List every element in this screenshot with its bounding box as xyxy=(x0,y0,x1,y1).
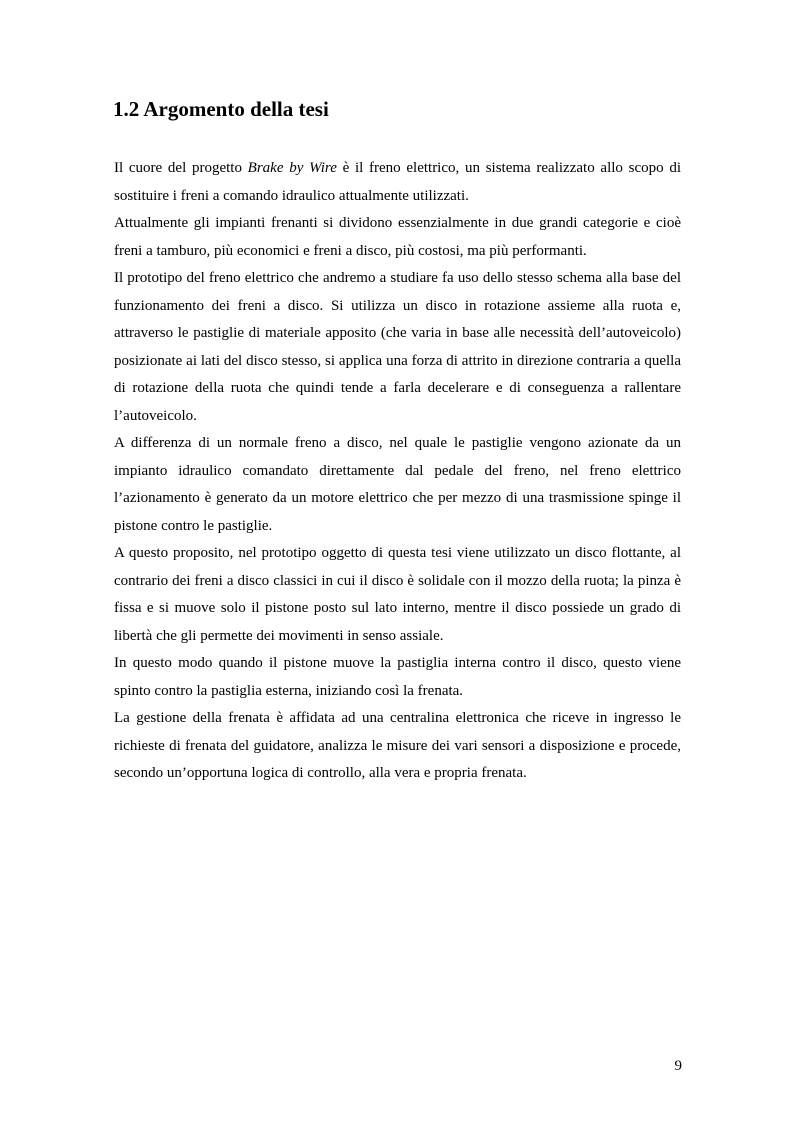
paragraph-intro xyxy=(114,155,681,210)
paragraph-prototype: Il prototipo del freno elettrico che andremo a studiare fa uso dello stesso schema alla base del funzionamento dei freni a disco. Si utilizza un disco in rotazione assieme alla ruota e, attraverso le pastiglie di materiale apposito (che varia in base alle necessità dell’autoveicolo) posizionate ai lati del disco stesso, si applica una forza di attrito in direzione contraria a quella di rotazione della ruota che quindi tende a farla decelerare e di conseguenza a rallentare l’autoveicolo. xyxy=(114,270,681,424)
paragraph-difference: A differenza di un normale freno a disco, nel quale le pastiglie vengono azionate da un impianto idraulico comandato direttamente dal pedale del freno, nel freno elettrico l’azionamento è generato da un motore elettrico che per mezzo di una trasmissione spinge il pistone contro le pastiglie. xyxy=(114,435,681,534)
paragraph-intro-start: Il cuore del progetto xyxy=(114,160,248,176)
paragraph-control-unit: La gestione della frenata è affidata ad una centralina elettronica che riceve in ingresso le richieste di frenata del guidatore, analizza le misure dei vari sensori a disposizione e procede, secondo un’opportuna logica di controllo, alla vera e propria frenata. xyxy=(114,710,681,781)
paragraph-intro-end: è il freno elettrico, un sistema realizzato allo scopo di sostituire i freni a comando idraulico attualmente utilizzati. xyxy=(114,160,681,204)
section-heading: 1.2 Argomento della tesi xyxy=(113,97,329,121)
paragraph-floating-disc: A questo proposito, nel prototipo oggetto di questa tesi viene utilizzato un disco flottante, al contrario dei freni a disco classici in cui il disco è solidale con il mozzo della ruota; la pinza è fissa e si muove solo il pistone posto sul lato interno, mentre il disco possiede un grado di libertà che gli permette dei movimenti in senso assiale. xyxy=(114,545,681,644)
project-name-emphasis: Brake by Wire xyxy=(247,160,337,176)
page-number: 9 xyxy=(674,1058,682,1074)
paragraph-brake-categories: Attualmente gli impianti frenanti si dividono essenzialmente in due grandi categorie e cioè freni a tamburo, più economici e freni a disco, più costosi, ma più performanti. xyxy=(114,215,681,259)
paragraph-braking-start: In questo modo quando il pistone muove la pastiglia interna contro il disco, questo viene spinto contro la pastiglia esterna, iniziando così la frenata. xyxy=(114,655,681,699)
body-text xyxy=(114,155,681,788)
